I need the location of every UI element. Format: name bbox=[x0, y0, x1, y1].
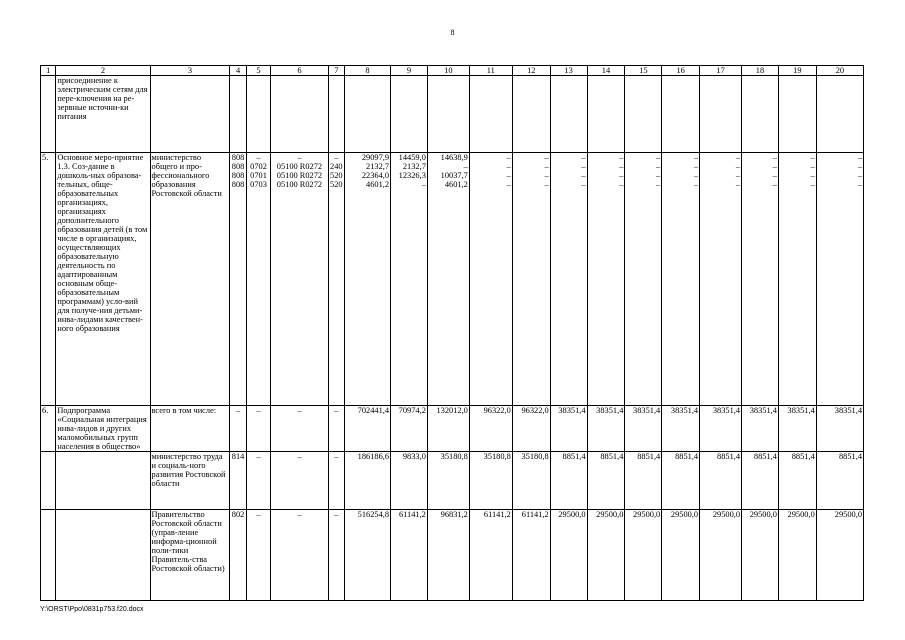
page-number: 8 bbox=[450, 28, 455, 37]
value: – bbox=[857, 153, 862, 162]
amount-cell bbox=[625, 153, 662, 406]
program-name-cell bbox=[56, 452, 150, 510]
value bbox=[780, 76, 815, 85]
table-row bbox=[41, 510, 864, 601]
value bbox=[392, 76, 426, 85]
value: – bbox=[735, 171, 741, 180]
value: 0702 bbox=[250, 162, 267, 171]
value: 35180,8 bbox=[521, 452, 549, 461]
value: – bbox=[857, 171, 862, 180]
value: 22364,0 bbox=[361, 171, 390, 180]
value: 8851,4 bbox=[753, 452, 777, 461]
value bbox=[701, 76, 740, 85]
value: – bbox=[619, 171, 624, 180]
value: 61141,2 bbox=[483, 510, 511, 519]
value: – bbox=[857, 180, 862, 189]
value: – bbox=[693, 153, 699, 162]
amount-cell bbox=[700, 153, 742, 406]
value: – bbox=[235, 406, 241, 415]
value: – bbox=[506, 162, 511, 171]
value: 38351,4 bbox=[670, 406, 699, 415]
value: 8851,4 bbox=[717, 452, 741, 461]
value: 516254,8 bbox=[357, 510, 390, 519]
amount-cell bbox=[742, 76, 779, 153]
value: – bbox=[693, 162, 699, 171]
value: 240 bbox=[330, 162, 343, 171]
amount-cell bbox=[742, 510, 779, 601]
amount-cell bbox=[700, 510, 742, 601]
amount-cell bbox=[512, 153, 550, 406]
value bbox=[818, 76, 862, 85]
table-row bbox=[41, 452, 864, 510]
amount-cell bbox=[816, 76, 863, 153]
value bbox=[743, 76, 777, 85]
amount-cell bbox=[344, 452, 390, 510]
column-header: 11 bbox=[469, 66, 512, 76]
value: – bbox=[297, 510, 302, 519]
value: – bbox=[810, 180, 815, 189]
value: – bbox=[735, 180, 741, 189]
amount-cell bbox=[550, 153, 587, 406]
value: 38351,4 bbox=[558, 406, 586, 415]
amount-cell bbox=[587, 153, 625, 406]
value: – bbox=[772, 153, 777, 162]
amount-cell bbox=[427, 452, 469, 510]
value: 8851,4 bbox=[637, 452, 661, 461]
value: 186186,6 bbox=[357, 452, 390, 461]
value: – bbox=[581, 171, 586, 180]
column-header: 17 bbox=[700, 66, 742, 76]
value: – bbox=[334, 510, 339, 519]
value: 14459,0 bbox=[398, 153, 426, 162]
amount-cell bbox=[427, 406, 469, 452]
value: 8851,4 bbox=[791, 452, 815, 461]
executor-cell: министерство общего и про-фессионального образования Ростовской области bbox=[150, 153, 230, 406]
program-name-cell: Основное меро-приятие 1.3. Соз-дание в дошколь-ных образова-тельных, обще-образовательных организациях, организациях дополнительного образования детей (в том числе в организациях, осуществляющих образовательную деятельность по адаптированным основным обще-образовательным программам) усло-вий для получе-ния детьми-инва-лидами качествен-ного образования bbox=[56, 153, 150, 406]
value: 96322,0 bbox=[521, 406, 549, 415]
value: 9833,0 bbox=[402, 452, 426, 461]
amount-cell bbox=[700, 452, 742, 510]
amount-cell bbox=[469, 406, 512, 452]
file-path-footer: Y:\ORST\Ppo\0831p753.f20.docx bbox=[40, 606, 144, 613]
column-header: 12 bbox=[512, 66, 550, 76]
amount-cell bbox=[391, 76, 428, 153]
amount-cell bbox=[344, 153, 390, 406]
value: 802 bbox=[231, 510, 245, 519]
grbs-code-cell bbox=[230, 153, 246, 406]
amount-cell bbox=[742, 452, 779, 510]
value: 808 bbox=[231, 153, 245, 162]
expense-type-cell bbox=[328, 76, 344, 153]
value: – bbox=[297, 406, 302, 415]
value: – bbox=[772, 180, 777, 189]
amount-cell bbox=[469, 76, 512, 153]
column-header: 13 bbox=[550, 66, 587, 76]
amount-cell bbox=[344, 510, 390, 601]
value: – bbox=[619, 180, 624, 189]
amount-cell bbox=[469, 452, 512, 510]
value: – bbox=[772, 171, 777, 180]
amount-cell bbox=[391, 153, 428, 406]
value: 38351,4 bbox=[712, 406, 741, 415]
section-code-cell bbox=[246, 510, 271, 601]
value bbox=[471, 76, 511, 85]
value: – bbox=[656, 162, 661, 171]
value: – bbox=[256, 452, 261, 461]
amount-cell bbox=[662, 76, 700, 153]
value: 38351,4 bbox=[633, 406, 661, 415]
executor-cell: министерство труда и социаль-ного развития Ростовской области bbox=[150, 452, 230, 510]
value: – bbox=[334, 452, 339, 461]
target-article-cell bbox=[271, 153, 328, 406]
column-header: 14 bbox=[587, 66, 625, 76]
value: 132012,0 bbox=[436, 406, 468, 415]
value bbox=[552, 76, 586, 85]
section-code-cell bbox=[246, 452, 271, 510]
value: – bbox=[297, 153, 302, 162]
value: – bbox=[581, 162, 586, 171]
value: 2132,7 bbox=[366, 162, 390, 171]
amount-cell bbox=[512, 406, 550, 452]
value bbox=[626, 76, 660, 85]
value: – bbox=[810, 153, 815, 162]
amount-cell bbox=[344, 76, 390, 153]
expense-type-cell bbox=[328, 153, 344, 406]
grbs-code-cell bbox=[230, 76, 246, 153]
amount-cell bbox=[742, 153, 779, 406]
program-name-cell bbox=[56, 510, 150, 601]
value: 29500,0 bbox=[712, 510, 741, 519]
value: 29500,0 bbox=[834, 510, 862, 519]
column-number-row bbox=[41, 66, 864, 76]
section-code-cell bbox=[246, 76, 271, 153]
value: 05100 R0272 bbox=[276, 162, 323, 171]
value: 0701 bbox=[250, 171, 267, 180]
value: 96831,2 bbox=[440, 510, 468, 519]
amount-cell bbox=[662, 153, 700, 406]
amount-cell bbox=[625, 510, 662, 601]
row-number-cell bbox=[41, 452, 56, 510]
amount-cell bbox=[587, 76, 625, 153]
amount-cell bbox=[700, 406, 742, 452]
amount-cell bbox=[662, 452, 700, 510]
column-header: 15 bbox=[625, 66, 662, 76]
amount-cell bbox=[778, 510, 816, 601]
value bbox=[346, 76, 389, 85]
amount-cell bbox=[778, 76, 816, 153]
value: – bbox=[544, 180, 549, 189]
amount-cell bbox=[550, 76, 587, 153]
amount-cell bbox=[587, 452, 625, 510]
amount-cell bbox=[816, 406, 863, 452]
column-header: 6 bbox=[271, 66, 328, 76]
grbs-code-cell bbox=[230, 452, 246, 510]
value: – bbox=[256, 406, 261, 415]
amount-cell bbox=[427, 76, 469, 153]
value: 702441,4 bbox=[357, 406, 390, 415]
value: 29500,0 bbox=[558, 510, 586, 519]
value bbox=[231, 76, 244, 85]
executor-cell: Правительство Ростовской области (управ-ление информа-ционной поли-тики Правитель-ства Ростовской области) bbox=[150, 510, 230, 601]
value: – bbox=[581, 153, 586, 162]
value: – bbox=[256, 153, 261, 162]
column-header: 4 bbox=[230, 66, 246, 76]
value: 12326,3 bbox=[398, 171, 426, 180]
value: 8851,4 bbox=[562, 452, 586, 461]
value: 14638,9 bbox=[440, 153, 468, 162]
amount-cell bbox=[742, 406, 779, 452]
value: 29500,0 bbox=[596, 510, 624, 519]
amount-cell bbox=[512, 510, 550, 601]
value: – bbox=[544, 153, 549, 162]
amount-cell bbox=[816, 452, 863, 510]
table-row bbox=[41, 406, 864, 452]
value: 10037,7 bbox=[440, 171, 468, 180]
value: 808 bbox=[231, 162, 245, 171]
value: 70974,2 bbox=[398, 406, 426, 415]
value: – bbox=[693, 180, 699, 189]
column-header: 3 bbox=[150, 66, 230, 76]
value: 8851,4 bbox=[838, 452, 862, 461]
value: 8851,4 bbox=[675, 452, 699, 461]
amount-cell bbox=[662, 406, 700, 452]
amount-cell bbox=[778, 153, 816, 406]
value: 4601,2 bbox=[444, 180, 468, 189]
value: 29500,0 bbox=[787, 510, 815, 519]
target-article-cell bbox=[271, 510, 328, 601]
table-row bbox=[41, 153, 864, 406]
value: 0703 bbox=[250, 180, 267, 189]
value: – bbox=[810, 171, 815, 180]
target-article-cell bbox=[271, 452, 328, 510]
amount-cell bbox=[469, 153, 512, 406]
value: – bbox=[656, 180, 661, 189]
value: 05100 R0272 bbox=[276, 171, 323, 180]
value: – bbox=[810, 162, 815, 171]
value: 61141,2 bbox=[521, 510, 549, 519]
amount-cell bbox=[469, 510, 512, 601]
row-number-cell bbox=[41, 76, 56, 153]
value: – bbox=[334, 153, 339, 162]
target-article-cell bbox=[271, 76, 328, 153]
value: – bbox=[619, 153, 624, 162]
value: – bbox=[297, 452, 302, 461]
value: 05100 R0272 bbox=[276, 180, 323, 189]
amount-cell bbox=[778, 452, 816, 510]
grbs-code-cell bbox=[230, 510, 246, 601]
value: 35180,8 bbox=[440, 452, 468, 461]
column-header: 2 bbox=[56, 66, 150, 76]
expense-type-cell bbox=[328, 452, 344, 510]
value: – bbox=[656, 171, 661, 180]
grbs-code-cell bbox=[230, 406, 246, 452]
executor-cell bbox=[150, 76, 230, 153]
amount-cell bbox=[625, 76, 662, 153]
value: 61141,2 bbox=[398, 510, 426, 519]
value bbox=[272, 76, 326, 85]
program-name-cell: присоединение к электрическим сетям для пере-ключения на ре-зервные источни-ки питания bbox=[56, 76, 150, 153]
expense-type-cell bbox=[328, 510, 344, 601]
row-number-cell: 6. bbox=[41, 406, 56, 452]
amount-cell bbox=[512, 76, 550, 153]
amount-cell bbox=[550, 452, 587, 510]
amount-cell bbox=[391, 406, 428, 452]
amount-cell bbox=[512, 452, 550, 510]
value: 520 bbox=[330, 171, 343, 180]
column-header: 1 bbox=[41, 66, 56, 76]
value: – bbox=[735, 153, 741, 162]
value: – bbox=[619, 162, 624, 171]
column-header: 9 bbox=[391, 66, 428, 76]
program-name-cell: Подпрограмма «Социальная интеграция инва-лидов и других маломобильных групп населения в общество» bbox=[56, 406, 150, 452]
budget-table bbox=[40, 65, 864, 601]
section-code-cell bbox=[246, 153, 271, 406]
column-header: 20 bbox=[816, 66, 863, 76]
amount-cell bbox=[778, 406, 816, 452]
row-number-cell: 5. bbox=[41, 153, 56, 406]
value: – bbox=[463, 162, 468, 171]
amount-cell bbox=[427, 510, 469, 601]
amount-cell bbox=[587, 406, 625, 452]
value: 96322,0 bbox=[483, 406, 511, 415]
value: – bbox=[656, 153, 661, 162]
value: – bbox=[772, 162, 777, 171]
value bbox=[663, 76, 698, 85]
amount-cell bbox=[391, 510, 428, 601]
value bbox=[514, 76, 549, 85]
amount-cell bbox=[662, 510, 700, 601]
column-header: 8 bbox=[344, 66, 390, 76]
table-row bbox=[41, 76, 864, 153]
value: – bbox=[581, 180, 586, 189]
column-header: 10 bbox=[427, 66, 469, 76]
value bbox=[589, 76, 624, 85]
value: 2132,7 bbox=[402, 162, 426, 171]
column-header: 19 bbox=[778, 66, 816, 76]
amount-cell bbox=[427, 153, 469, 406]
value: – bbox=[693, 171, 699, 180]
amount-cell bbox=[344, 406, 390, 452]
value: 29500,0 bbox=[670, 510, 699, 519]
value: 38351,4 bbox=[596, 406, 624, 415]
value bbox=[248, 76, 270, 85]
value: – bbox=[421, 180, 426, 189]
value: – bbox=[544, 171, 549, 180]
column-header: 18 bbox=[742, 66, 779, 76]
section-code-cell bbox=[246, 406, 271, 452]
value: 808 bbox=[231, 180, 245, 189]
value: – bbox=[544, 162, 549, 171]
column-header: 16 bbox=[662, 66, 700, 76]
amount-cell bbox=[587, 510, 625, 601]
value: – bbox=[506, 180, 511, 189]
executor-cell: всего в том числе: bbox=[150, 406, 230, 452]
value: – bbox=[857, 162, 862, 171]
value: – bbox=[506, 171, 511, 180]
value: 38351,4 bbox=[749, 406, 777, 415]
amount-cell bbox=[391, 452, 428, 510]
value: 808 bbox=[231, 171, 245, 180]
column-header: 5 bbox=[246, 66, 271, 76]
value: – bbox=[735, 162, 741, 171]
value: – bbox=[506, 153, 511, 162]
target-article-cell bbox=[271, 406, 328, 452]
value: 29500,0 bbox=[633, 510, 661, 519]
column-header: 7 bbox=[328, 66, 344, 76]
amount-cell bbox=[625, 452, 662, 510]
value: 35180,8 bbox=[483, 452, 511, 461]
value: 38351,4 bbox=[787, 406, 815, 415]
amount-cell bbox=[550, 406, 587, 452]
value: 8851,4 bbox=[600, 452, 624, 461]
value: 520 bbox=[330, 180, 343, 189]
amount-cell bbox=[700, 76, 742, 153]
value: – bbox=[334, 406, 339, 415]
amount-cell bbox=[816, 510, 863, 601]
value bbox=[429, 76, 468, 85]
value: – bbox=[256, 510, 261, 519]
amount-cell bbox=[550, 510, 587, 601]
value: 29500,0 bbox=[749, 510, 777, 519]
value: 38351,4 bbox=[834, 406, 862, 415]
value: 814 bbox=[231, 452, 245, 461]
amount-cell bbox=[816, 153, 863, 406]
expense-type-cell bbox=[328, 406, 344, 452]
value: 29097,9 bbox=[361, 153, 390, 162]
value bbox=[330, 76, 343, 85]
row-number-cell bbox=[41, 510, 56, 601]
amount-cell bbox=[625, 406, 662, 452]
value: 4601,2 bbox=[366, 180, 390, 189]
